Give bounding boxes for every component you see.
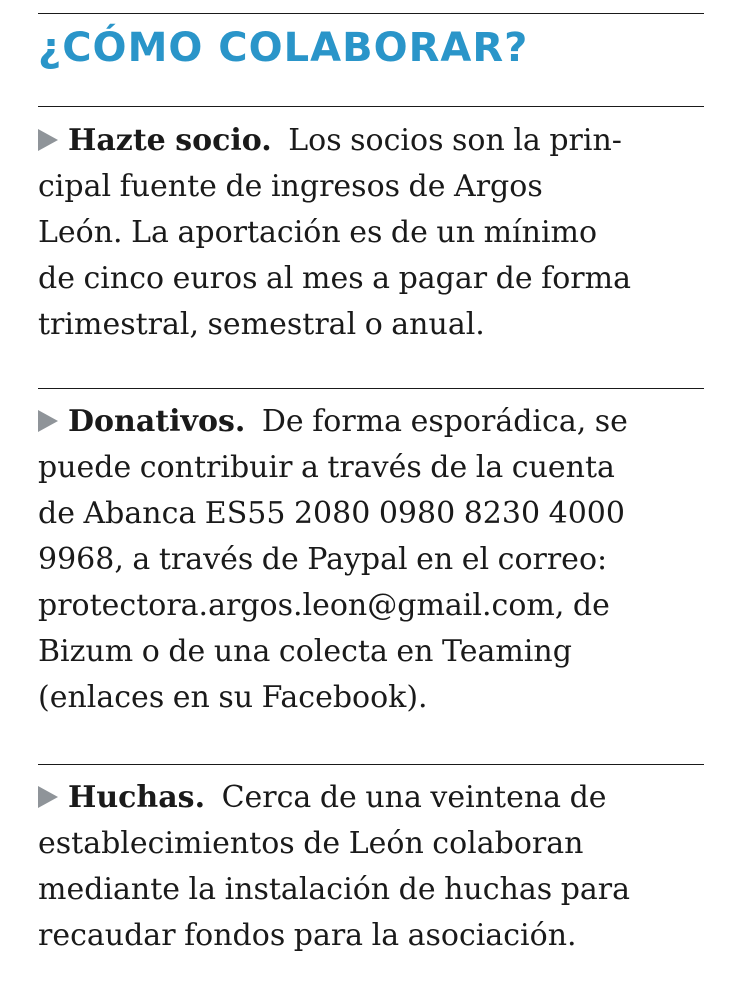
section-huchas xyxy=(38,775,704,959)
section-first-line xyxy=(38,118,704,164)
info-box xyxy=(38,0,704,990)
section-text-line: (enlaces en su Facebook). xyxy=(38,680,428,715)
triangle-right-icon xyxy=(38,410,58,432)
triangle-right-icon xyxy=(38,786,58,808)
section-text-line: Bizum o de una colecta en Teaming xyxy=(38,634,572,669)
divider xyxy=(38,388,704,389)
section-text-line: Cerca de una veintena de xyxy=(221,780,607,815)
section-text-line: cipal fuente de ingresos de Argos xyxy=(38,169,543,204)
section-text-line: puede contribuir a través de la cuenta xyxy=(38,450,615,485)
section-lead: Donativos. xyxy=(68,404,246,439)
section-text-line: de cinco euros al mes a pagar de forma xyxy=(38,261,631,296)
section-text-line: mediante la instalación de huchas para xyxy=(38,872,631,907)
section-first-line xyxy=(38,399,704,445)
section-donativos xyxy=(38,399,704,721)
section-text-line: de Abanca ES55 2080 0980 8230 4000 xyxy=(38,496,625,531)
box-title: ¿CÓMO COLABORAR? xyxy=(38,25,529,71)
section-text-line: De forma esporádica, se xyxy=(261,404,628,439)
section-text-line: León. La aportación es de un mínimo xyxy=(38,215,598,250)
triangle-right-icon xyxy=(38,129,58,151)
section-text-line: protectora.argos.leon@gmail.com, de xyxy=(38,588,610,623)
section-text-line: recaudar fondos para la asociación. xyxy=(38,918,577,953)
divider xyxy=(38,764,704,765)
section-text-line: establecimientos de León colaboran xyxy=(38,826,584,861)
section-text-line: Los socios son la prin- xyxy=(288,123,622,158)
divider xyxy=(38,106,704,107)
section-text-line: trimestral, semestral o anual. xyxy=(38,307,485,342)
top-divider xyxy=(38,13,704,14)
section-lead: Hazte socio. xyxy=(68,123,272,158)
section-hazte-socio xyxy=(38,118,704,348)
section-lead: Huchas. xyxy=(68,780,206,815)
section-text-line: 9968, a través de Paypal en el correo: xyxy=(38,542,608,577)
section-first-line xyxy=(38,775,704,821)
